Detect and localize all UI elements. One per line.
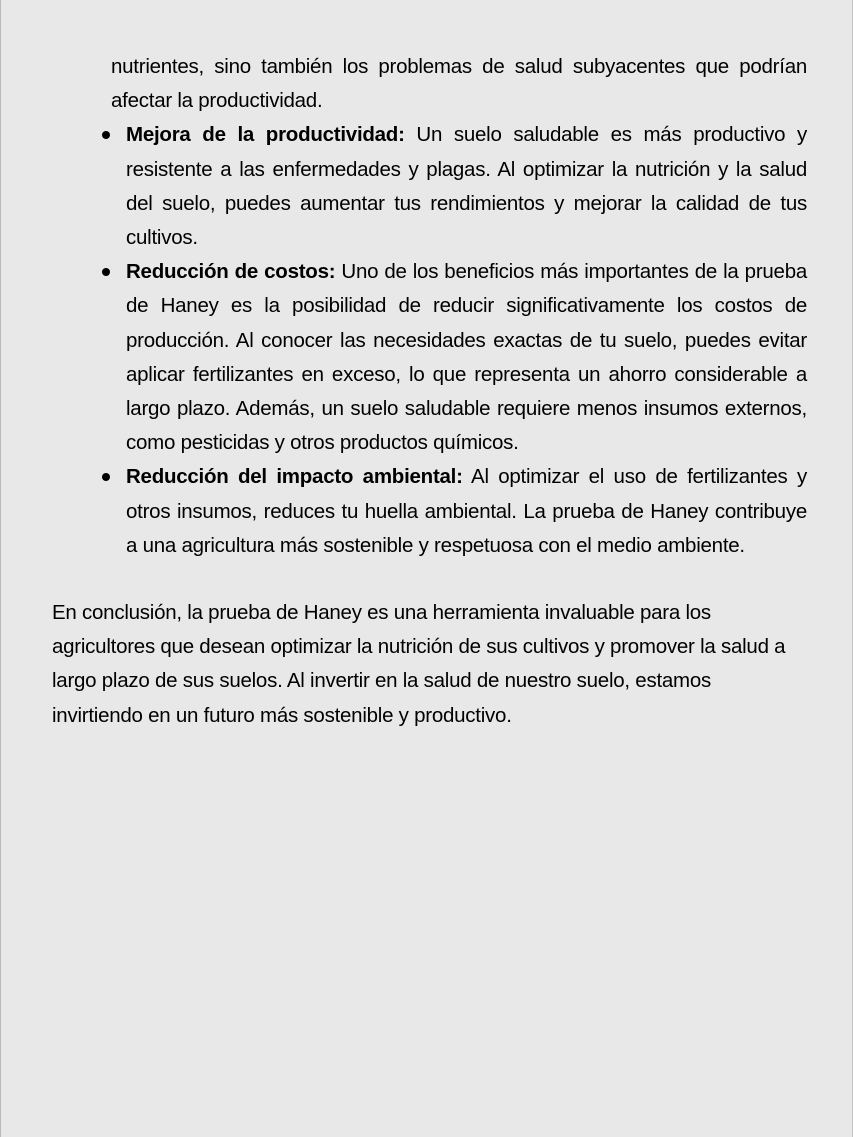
list-item-term: Reducción del impacto ambiental:: [126, 465, 463, 489]
bullet-icon: [102, 473, 110, 481]
bullet-icon: [102, 268, 110, 276]
list-item-productivity: [126, 118, 807, 255]
continued-paragraph: nutrientes, sino también los problemas de salud subyacentes que podrían afectar la productividad.: [111, 55, 807, 113]
bullet-icon: [102, 131, 110, 139]
list-item-term: Mejora de la productividad:: [126, 123, 405, 147]
list-item-environment: [126, 460, 807, 563]
page-edge-left: [0, 0, 1, 1137]
list-item-costs: [126, 255, 807, 460]
list-item-text: Un suelo saludable es más productivo y resistente a las enfermedades y plagas. Al optimizar la nutrición y la salud del suelo, puedes aumentar tus rendimientos y mejorar la calidad de tus cultivos.: [126, 123, 808, 250]
list-item-term: Reducción de costos:: [126, 260, 336, 284]
benefits-list: [52, 118, 807, 563]
conclusion-paragraph: En conclusión, la prueba de Haney es una herramienta invaluable para los agricultores que desean optimizar la nutrición de sus cultivos y promover la salud a largo plazo de sus suelos. Al invertir en la salud de nuestro suelo, estamos invirtiendo en un futuro más sostenible y productivo.: [52, 601, 786, 727]
list-item-text: Uno de los beneficios más importantes de la prueba de Haney es la posibilidad de reducir significativamente los costos de producción. Al conocer las necesidades exactas de tu suelo, puedes evitar aplicar fertilizantes en exceso, lo que representa un ahorro considerable a largo plazo. Además, un suelo saludable requiere menos insumos externos, como pesticidas y otros productos químicos.: [126, 260, 807, 455]
document-body: [52, 50, 807, 753]
list-item-text: Al optimizar el uso de fertilizantes y otros insumos, reduces tu huella ambiental. La prueba de Haney contribuye a una agricultura más sostenible y respetuosa con el medio ambiente.: [126, 465, 807, 557]
